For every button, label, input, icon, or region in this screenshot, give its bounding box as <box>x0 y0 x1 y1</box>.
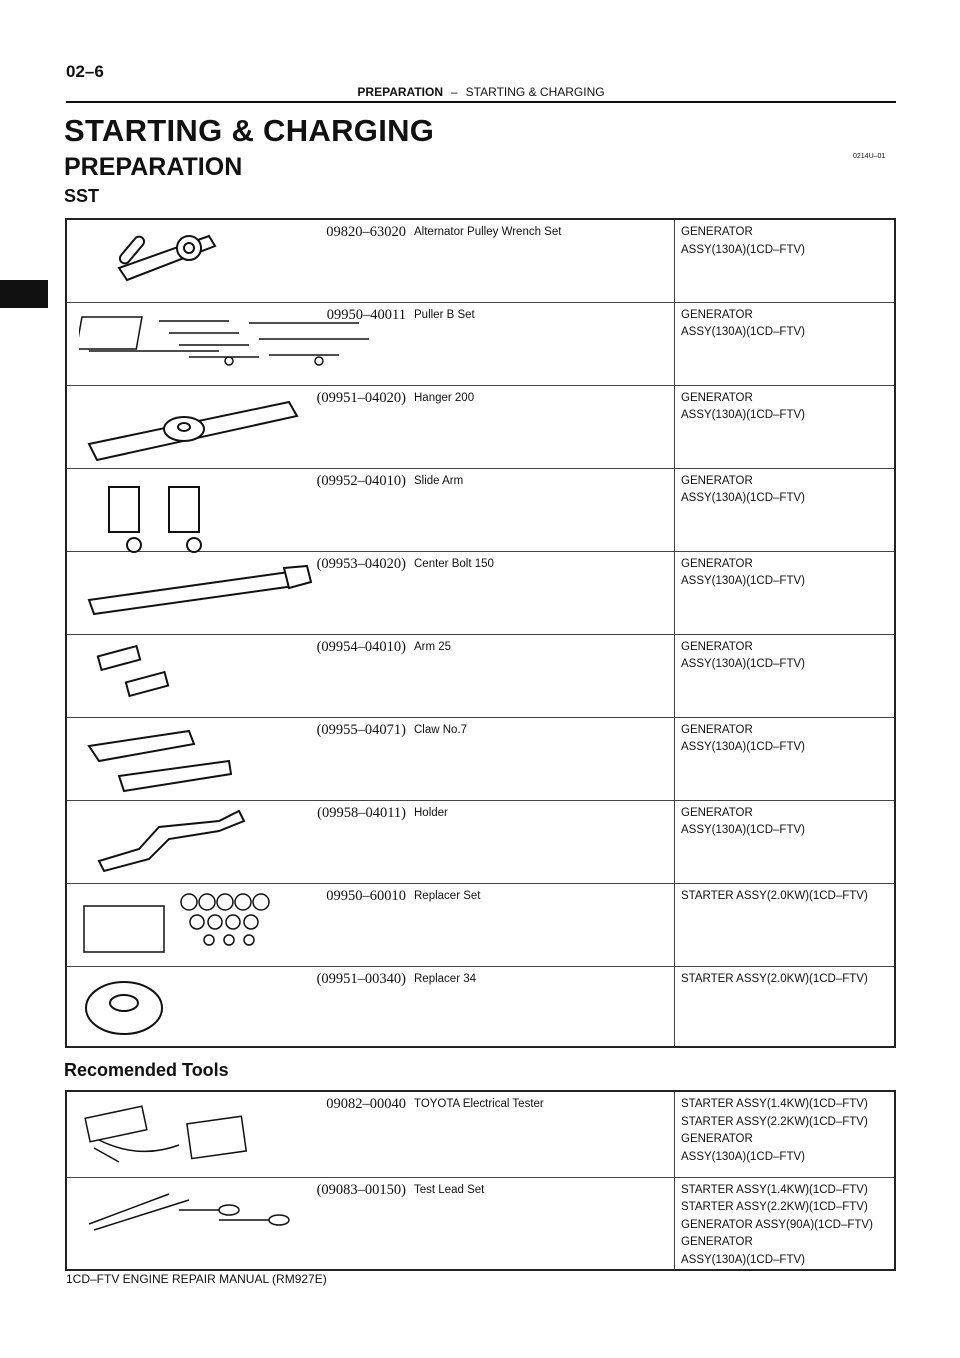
part-number: 09950–40011 <box>326 306 406 323</box>
tool-name: Hanger 200 <box>410 385 675 468</box>
part-number: (09952–04010) <box>316 472 406 489</box>
sst-heading: SST <box>64 186 100 206</box>
tool-illustration-cell <box>66 385 410 468</box>
part-number: (09958–04011) <box>317 804 406 821</box>
part-number: (09083–00150) <box>316 1181 406 1198</box>
tool-name: Slide Arm <box>410 468 675 551</box>
page-footer: 1CD–FTV ENGINE REPAIR MANUAL (RM927E) <box>66 1272 327 1286</box>
tool-note: GENERATOR ASSY(130A)(1CD–FTV) <box>675 551 896 634</box>
page-subtitle: PREPARATION <box>64 153 243 181</box>
tool-illustration-cell <box>66 800 410 883</box>
sst-table <box>65 218 896 1048</box>
header-separator: – <box>450 85 458 99</box>
tool-name: Claw No.7 <box>410 717 675 800</box>
part-number: 09082–00040 <box>326 1096 406 1112</box>
part-number: 09820–63020 <box>326 224 406 240</box>
tool-note: GENERATOR ASSY(130A)(1CD–FTV) <box>675 468 896 551</box>
tool-name: Puller B Set <box>410 302 675 385</box>
tool-name: TOYOTA Electrical Tester <box>410 1091 675 1177</box>
header-topic: STARTING & CHARGING <box>465 85 605 99</box>
part-number: (09951–00340) <box>316 970 406 987</box>
sst-row <box>66 302 895 385</box>
tool-illustration-cell <box>66 634 410 717</box>
tool-illustration-cell <box>66 302 410 385</box>
sst-row <box>66 717 895 800</box>
part-number: (09951–04020) <box>316 389 406 406</box>
tool-illustration-cell <box>66 551 410 634</box>
tool-name: Replacer Set <box>410 883 675 966</box>
tool-note: GENERATOR ASSY(130A)(1CD–FTV) <box>675 385 896 468</box>
page-number: 02–6 <box>66 62 104 81</box>
tool-name: Alternator Pulley Wrench Set <box>410 219 675 302</box>
sst-row <box>66 966 895 1047</box>
part-number: (09955–04071) <box>316 721 406 738</box>
tool-illustration-cell <box>66 883 410 966</box>
tool-illustration-cell <box>66 1091 410 1177</box>
tool-illustration-cell <box>66 1177 410 1270</box>
tool-name: Center Bolt 150 <box>410 551 675 634</box>
tool-note: GENERATOR ASSY(130A)(1CD–FTV) <box>675 634 896 717</box>
tool-note: GENERATOR ASSY(130A)(1CD–FTV) <box>675 302 896 385</box>
page-title: STARTING & CHARGING <box>64 113 435 148</box>
tool-note: STARTER ASSY(2.0KW)(1CD–FTV) <box>675 966 896 1047</box>
tool-name: Arm 25 <box>410 634 675 717</box>
tool-name: Holder <box>410 800 675 883</box>
tool-illustration-cell <box>66 468 410 551</box>
tool-name: Replacer 34 <box>410 966 675 1047</box>
recommended-row <box>66 1177 895 1270</box>
sst-row <box>66 385 895 468</box>
section-tab-marker <box>0 280 48 308</box>
sst-row <box>66 219 895 302</box>
sst-row <box>66 551 895 634</box>
tool-note: STARTER ASSY(2.0KW)(1CD–FTV) <box>675 883 896 966</box>
tool-note: STARTER ASSY(1.4KW)(1CD–FTV) STARTER ASSY(2.2KW)(1CD–FTV) GENERATOR ASSY(90A)(1CD–FTV) GENERATOR ASSY(130A)(1CD–FTV) <box>675 1177 896 1270</box>
part-number: (09954–04010) <box>316 638 406 655</box>
tool-note: GENERATOR ASSY(130A)(1CD–FTV) <box>675 219 896 302</box>
part-number: (09953–04020) <box>316 555 406 572</box>
recommended-heading: Recomended Tools <box>64 1060 229 1080</box>
sst-row <box>66 883 895 966</box>
header-section: PREPARATION <box>357 85 443 99</box>
recommended-tools-table <box>65 1090 896 1271</box>
sst-row <box>66 468 895 551</box>
tool-illustration-cell <box>66 717 410 800</box>
tool-illustration-cell <box>66 966 410 1047</box>
recommended-row <box>66 1091 895 1177</box>
running-header <box>66 85 896 103</box>
sst-row <box>66 634 895 717</box>
part-number: 09950–60010 <box>326 887 406 904</box>
tool-name: Test Lead Set <box>410 1177 675 1270</box>
sst-row <box>66 800 895 883</box>
document-id: 0214U–01 <box>853 153 886 160</box>
tool-illustration-cell <box>66 219 410 302</box>
tool-note: GENERATOR ASSY(130A)(1CD–FTV) <box>675 800 896 883</box>
tool-note: GENERATOR ASSY(130A)(1CD–FTV) <box>675 717 896 800</box>
tool-note: STARTER ASSY(1.4KW)(1CD–FTV) STARTER ASSY(2.2KW)(1CD–FTV) GENERATOR ASSY(130A)(1CD–FTV) <box>675 1091 896 1177</box>
